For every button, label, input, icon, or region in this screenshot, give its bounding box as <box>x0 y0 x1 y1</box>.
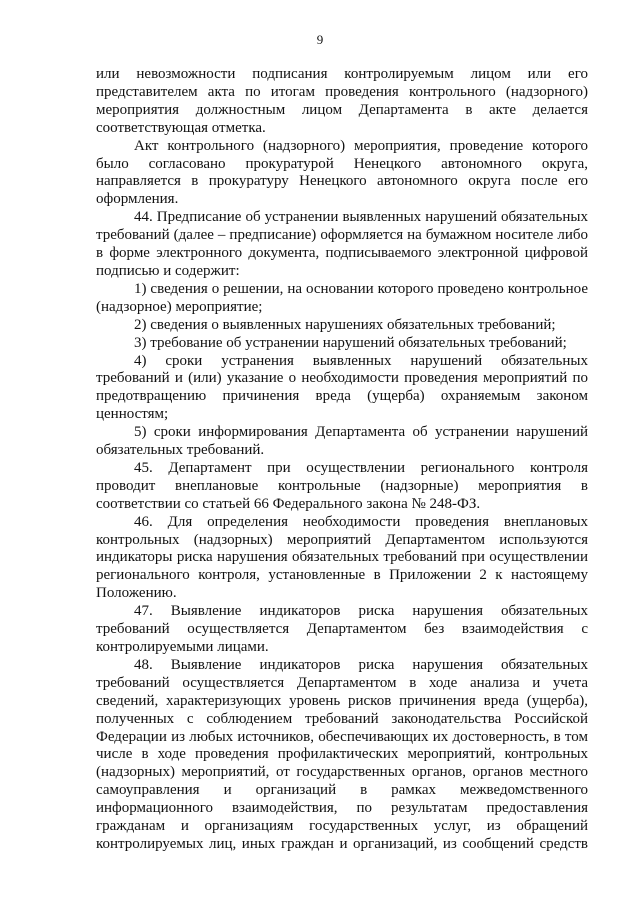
list-item-4: 4) сроки устранения выявленных нарушений обязательных требований и (или) указание о необходимости проведения мероприятий по предотвращению причинения вреда (ущерба) охраняемым законом ценностям; <box>96 352 588 423</box>
page-number: 9 <box>316 32 324 47</box>
list-item-1: 1) сведения о решении, на основании которого проведено контрольное (надзорное) мероприятие; <box>96 280 588 315</box>
paragraph-47-identification: 47. Выявление индикаторов риска нарушения обязательных требований осуществляется Департаментом без взаимодействия с контролируемыми лицами. <box>96 603 588 655</box>
paragraph-48-sources: 48. Выявление индикаторов риска нарушения обязательных требований осуществляется Департаментом в ходе анализа и учета сведений, характеризующих уровень рисков причинения вреда (ущерба), полученных с соблюдением требований законодательства Российской Федерации из любых источников, обеспечивающих их достоверность, в том числе в ходе проведения профилактических мероприятий, контрольных (надзорных) мероприятий, от государственных органов, органов местного самоуправления и организаций в рамках межведомственного информационного взаимодействия, по результатам предоставления гражданам и организациям государственных услуг, из обращений контролируемых лиц, иных граждан и организаций, из сообщений средств <box>96 656 588 852</box>
document-body <box>96 66 588 854</box>
paragraph-44-order: 44. Предписание об устранении выявленных нарушений обязательных требований (далее – предписание) оформляется на бумажном носителе либо в форме электронного документа, подписываемого электронной цифровой подписью и содержит: <box>96 209 588 279</box>
list-item-2: 2) сведения о выявленных нарушениях обязательных требований; <box>134 316 556 333</box>
paragraph-signing-note: или невозможности подписания контролируемым лицом или его представителем акта по итогам проведения контрольного (надзорного) мероприятия должностным лицом Департамента в акте делается соответствующая отметка. <box>96 66 588 136</box>
paragraph-45-unscheduled: 45. Департамент при осуществлении регионального контроля проводит внеплановые контрольные (надзорные) мероприятия в соответствии со статьей 66 Федерального закона № 248-ФЗ. <box>96 459 588 512</box>
paragraph-46-risk-indicators: 46. Для определения необходимости проведения внеплановых контрольных (надзорных) мероприятий Департаментом используются индикаторы риска нарушения обязательных требований при осуществлении регионального контроля, установленные в Приложении 2 к настоящему Положению. <box>96 513 588 602</box>
list-item-3: 3) требование об устранении нарушений обязательных требований; <box>134 334 567 351</box>
list-item-5: 5) сроки информирования Департамента об устранении нарушений обязательных требований. <box>96 424 588 459</box>
paragraph-act-approval: Акт контрольного (надзорного) мероприятия, проведение которого было согласовано прокуратурой Ненецкого автономного округа, направляется в прокуратуру Ненецкого автономного округа после его оформления. <box>96 137 588 208</box>
